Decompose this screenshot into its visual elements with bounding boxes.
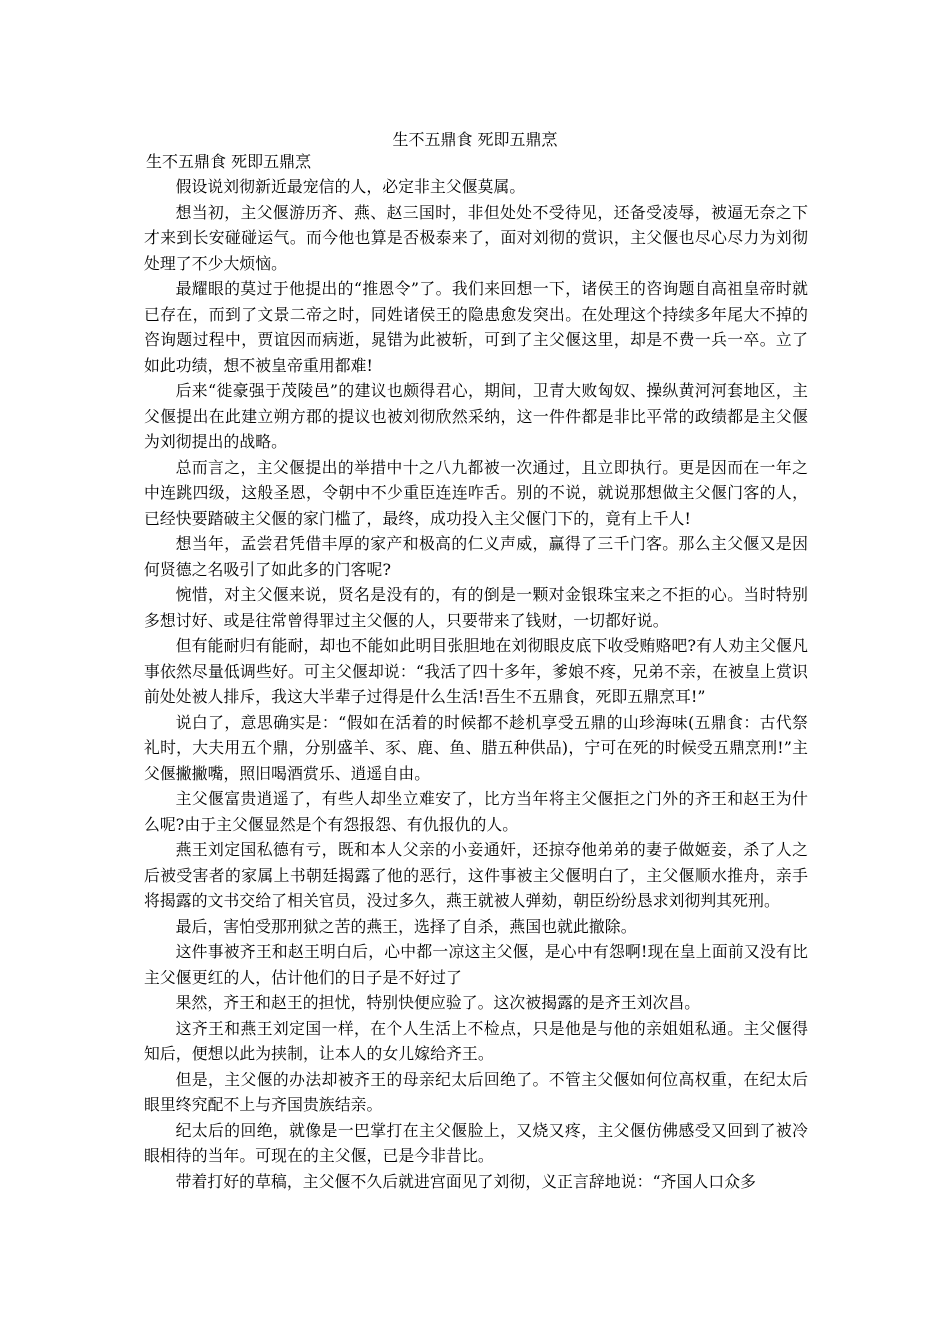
paragraph: 说白了，意思确实是：“假如在活着的时候都不趁机享受五鼎的山珍海味(五鼎食：古代祭礼时，大夫用五个鼎，分别盛羊、豕、鹿、鱼、腊五种供品)，宁可在死的时候受五鼎烹刑!”主父偃撇撇嘴，照旧喝酒赏乐、逍遥自由。	[144, 712, 808, 783]
paragraph: 主父偃富贵逍遥了，有些人却坐立难安了，比方当年将主父偃拒之门外的齐王和赵王为什么呢?由于主父偃显然是个有怨报怨、有仇报仇的人。	[144, 789, 808, 834]
paragraph: 果然，齐王和赵王的担忧，特别快便应验了。这次被揭露的是齐王刘次昌。	[175, 993, 701, 1012]
paragraph: 后来“徙豪强于茂陵邑”的建议也颇得君心，期间，卫青大败匈奴、操纵黄河河套地区，主父偃提出在此建立朔方郡的提议也被刘彻欣然采纳，这一件件都是非比平常的政绩都是主父偃为刘彻提出的战略。	[144, 381, 808, 451]
paragraph: 但是，主父偃的办法却被齐王的母亲纪太后回绝了。不管主父偃如何位高权重，在纪太后眼里终究配不上与齐国贵族结亲。	[144, 1069, 808, 1114]
document-subtitle: 生不五鼎食 死即五鼎烹	[146, 152, 312, 171]
document-title: 生不五鼎食 死即五鼎烹	[392, 130, 558, 149]
paragraph: 带着打好的草稿，主父偃不久后就进宫面见了刘彻，义正言辞地说：“齐国人口众多	[175, 1171, 757, 1191]
paragraph: 最耀眼的莫过于他提出的“推恩令”了。我们来回想一下，诸侯王的咨询题自高祖皇帝时就已存在，而到了文景二帝之时，同姓诸侯王的隐患愈发突出。在处理这个持续多年尾大不掉的咨询题过程中，贾谊因而病逝，晁错为此被斩，可到了主父偃这里，却是不费一兵一卒。立了如此功绩，想不被皇帝重用都难!	[144, 279, 808, 375]
paragraph: 这齐王和燕王刘定国一样，在个人生活上不检点，只是他是与他的亲姐姐私通。主父偃得知后，便想以此为挟制，让本人的女儿嫁给齐王。	[144, 1018, 808, 1063]
paragraph: 假设说刘彻新近最宠信的人，必定非主父偃莫属。	[175, 177, 526, 196]
paragraph: 这件事被齐王和赵王明白后，心中都一凉这主父偃，是心中有怨啊!现在皇上面前又没有比主父偃更红的人，估计他们的日子是不好过了	[144, 942, 808, 987]
paragraph: 想当初，主父偃游历齐、燕、赵三国时，非但处处不受待见，还备受凌辱，被逼无奈之下才来到长安碰碰运气。而今他也算是否极泰来了，面对刘彻的赏识，主父偃也尽心尽力为刘彻处理了不少大烦恼。	[144, 202, 808, 273]
paragraph: 燕王刘定国私德有亏，既和本人父亲的小妾通奸，还掠夺他弟弟的妻子做姬妾，杀了人之后被受害者的家属上书朝廷揭露了他的恶行，这件事被主父偃明白了，主父偃顺水推舟，亲手将揭露的文书交给了相关官员，没过多久，燕王就被人弹劾，朝臣纷纷恳求刘彻判其死刑。	[144, 840, 808, 910]
document-body	[144, 150, 808, 1194]
paragraph: 惋惜，对主父偃来说，贤名是没有的，有的倒是一颗对金银珠宝来之不拒的心。当时特别多想讨好、或是往常曾得罪过主父偃的人，只要带来了钱财，一切都好说。	[144, 585, 808, 630]
paragraph: 想当年，孟尝君凭借丰厚的家产和极高的仁义声威，赢得了三千门客。那么主父偃又是因何贤德之名吸引了如此多的门客呢?	[144, 534, 808, 579]
paragraph: 总而言之，主父偃提出的举措中十之八九都被一次通过，且立即执行。更是因而在一年之中连跳四级，这般圣恩，令朝中不少重臣连连咋舌。别的不说，就说那想做主父偃门客的人，已经快要踏破主父偃的家门槛了，最终，成功投入主父偃门下的，竟有上千人!	[144, 457, 808, 528]
paragraph: 但有能耐归有能耐，却也不能如此明目张胆地在刘彻眼皮底下收受贿赂吧?有人劝主父偃凡事依然尽量低调些好。可主父偃却说：“我活了四十多年，爹娘不疼，兄弟不亲，在被皇上赏识前处处被人排斥，我这大半辈子过得是什么生活!吾生不五鼎食，死即五鼎烹耳!”	[144, 636, 808, 706]
paragraph: 最后，害怕受那刑狱之苦的燕王，选择了自杀，燕国也就此撤除。	[175, 916, 637, 936]
paragraph: 纪太后的回绝，就像是一巴掌打在主父偃脸上，又烧又疼，主父偃仿佛感受又回到了被冷眼相待的当年。可现在的主父偃，已是今非昔比。	[144, 1120, 808, 1165]
